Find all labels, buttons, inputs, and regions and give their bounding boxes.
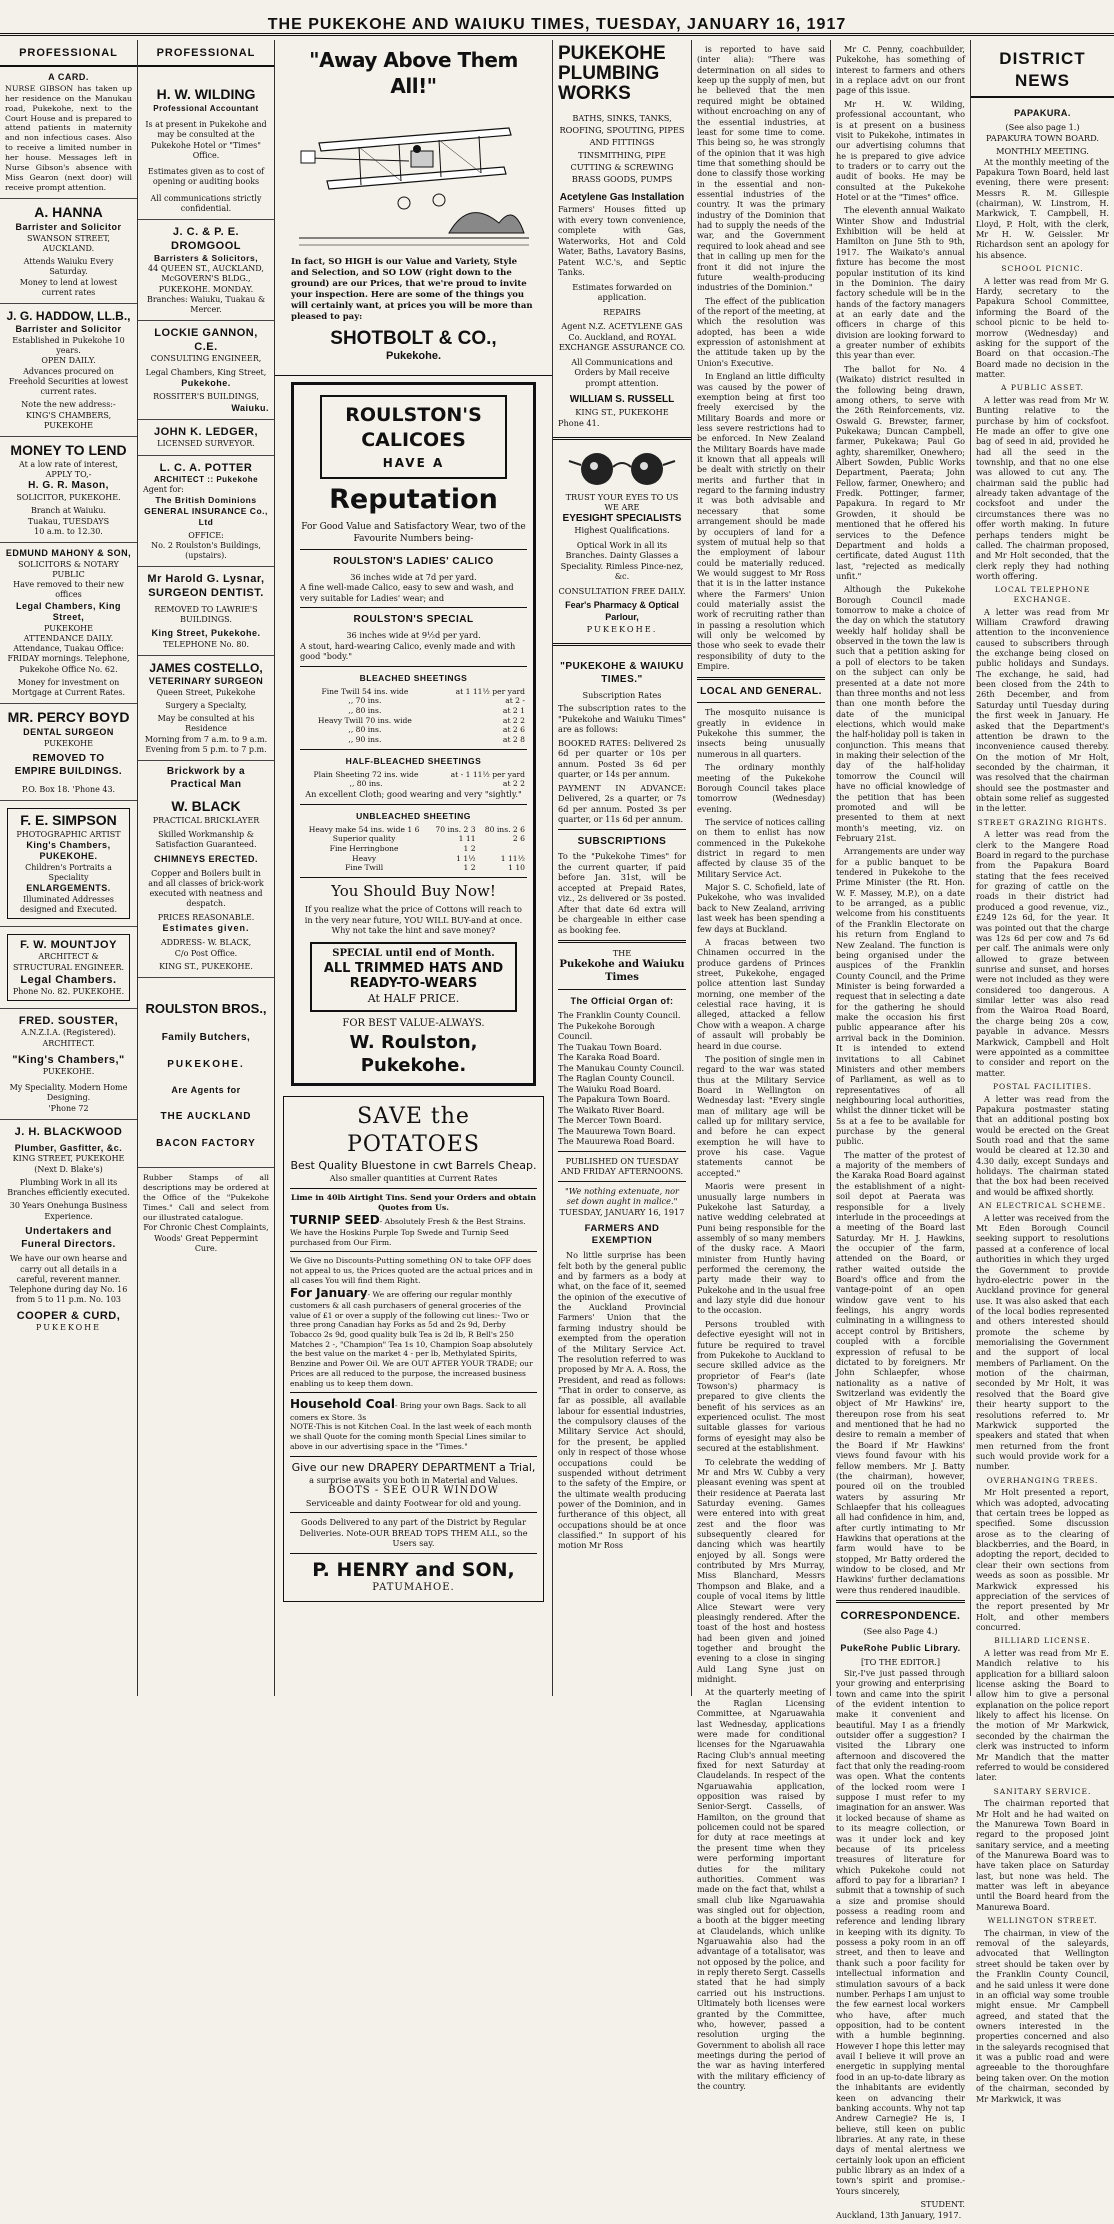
column-6 xyxy=(830,40,970,2220)
sheeting-row xyxy=(300,779,527,789)
ad-shotbolt: "Away Above Them All!" In fact, SO HIGH is our Value and Variety, Style and Selection, and SO LOW (right down to the ground) are our Prices, that we're proud to invite your inspection. Here are some of the things you will certainly want, at prices you will be more than pleased to pay: SHOTBOLT & CO., Pukekohe. xyxy=(291,48,533,363)
half-bleached-sheetings-table xyxy=(300,770,527,789)
official-organ-item: The Waikato River Board. xyxy=(558,1104,665,1115)
ad-black: Brickwork by a Practical Man W. BLACK PRACTICAL BRICKLAYER Skilled Workmanship & Satisfaction Guaranteed. CHIMNEYS ERECTED. Copper and Boilers built in and all classes of brick-work executed with neatness and despatch. PRICES REASONABLE. Estimates given. ADDRESS- W. BLACK, C/o Post Office. KING ST., PUKEKOHE. xyxy=(138,761,274,978)
sheeting-row xyxy=(300,725,527,735)
bleached-sheetings-table xyxy=(300,687,527,745)
sheeting-cell: at 2 8 xyxy=(502,735,525,745)
sheeting-cell: at 2 - xyxy=(505,696,525,706)
sheeting-cell: Fine Twill 54 ins. wide xyxy=(321,686,409,696)
sheeting-cell: 1 2 xyxy=(463,863,476,873)
ad-ledger: JOHN K. LEDGER, LICENSED SURVEYOR. xyxy=(138,420,274,455)
official-organ-item: The Waiuku Road Board. xyxy=(558,1083,661,1094)
ad-roulston-bros: ROULSTON BROS., Family Butchers, PUKEKOHE. Are Agents for THE AUCKLAND BACON FACTORY xyxy=(138,978,274,1168)
sheeting-cell: at 2 1 xyxy=(502,705,525,715)
sheeting-cell: ,, 90 ins. xyxy=(348,735,382,745)
official-organ-item: The Pukekohe Borough Council. xyxy=(558,1020,655,1042)
column-5 xyxy=(691,40,830,2092)
district-news-title: DISTRICT NEWS xyxy=(971,40,1114,98)
article-farmers-continued: is reported to have said (inter alia): "There was determination on all sides to keep up the supply of men, but he believed that the men required might be obtained without encroaching on any of the essential industries, at least for some time to come. This being so, he was strongly of the opinion that it was high time that something should be done to classify those working in the essential and non-essential industries of the country. It was the primary industry of the Dominion that had to supply the needs of the war, and the Government required to look ahead and see that in calling up men for the front it did not injure the future wealth-producing industries of the Dominion." The effect of the publication of the report of the meeting, at which the resolution was adopted, has been a wide expression of astonishment at the attitude taken up by the Union's Executive. In England an little difficulty was caused by the power of exemption being at first too freely exercised by the Military Boards and more or less severe restrictions had to be enforced. In New Zealand the Military Boards have made it known that all appeals will be dealt with strictly on their merits and further that in regard to the farming industry it was both advisable and necessary that some arrangement should be made by occupiers of land for a system of mutual help so that the employment of labour could be materially reduced. We would suggest to Mr Ross that it is in the latter instance where the Farmers' Union could materially assist the work of recruiting rather than in passing a resolution which will only be welcomed by those who seek to evade their responsibility of duty to the Empire. LOCAL AND GENERAL. The mosquito nuisance is greatly in evidence in Pukekohe this summer, the insects being unusually numerous in all quarters. The ordinary monthly meeting of the Pukekohe Borough Council takes place tomorrow (Wednesday) evening. The service of notices calling on them to enlist has now commenced in the Pukekohe district in regard to men affected by clause 35 of the Military Service Act. Major S. C. Schofield, late of Pukekohe, who was invalided back to New Zealand, arriving last week has been spending a few days at Buckland. A fracas between two Chinamen occurred in the produce gardens of Princes street, Pukekohe, engaged police attention last Sunday morning, one member of the celestial race having, it is alleged, attacked a fellow Chow with a weapon. A charge of assault will probably be heard in due course. The position of single men in regard to the war was stated thus at the Military Service Board in Wellington on Wednesday last: "Every single man of military age will be called up for military service, and before he can expect exemption he will have to prove his case. Vague statements cannot be accepted." Maoris were present in unusually large numbers in Pukekohe last Saturday, a native wedding celebrated at Puni being responsible for the assembly of so many members of the dusky race. A Maori minister from Huntly having performed the ceremony, the party made their way to Pukekohe and in the usual free and lazy style did due honour to the occasion. Persons troubled with defective eyesight will not in future be required to travel from Pukekohe to Auckland to secure skilled advice as the proprietor of Fear's (late Towson's) pharmacy is prepared to give clients the benefit of his services as an experienced oculist. The most suitable glasses for various forms of eyesight may also be secured at the establishment. To celebrate the wedding of Mr and Mrs W. Cubby a very pleasant evening was spent at their residence at Paerata last Saturday evening. Games were entered into with great zest and the floor was subsequently cleared for dancing which was heartily enjoyed by all. Songs were contributed by Mrs Murray, Miss Blanchard, Messrs Thompson and Blake, and a couple of vocal items by little Alice Stewart were very pleasingly rendered. After the toast of the host and hostess had been given and joined together and brought the evening to a close in singing Auld Lang Syne just on midnight. At the quarterly meeting of the Raglan Licensing Committee, at Ngaruawahia last Wednesday, applications were made for conditional licenses for the Ngaruawahia Racing Club's annual meeting fixed for next Saturday at Claudelands. In respect of the Ngaruawahia application, opposition was raised by Senior-Sergt. Cassells, of Hamilton, on the ground that policemen could not be spared for duty at race meetings at the present time when they were performing important duties for the military authorities. Comment was made on the fact that, whilst a small club like Ngaruawahia was singled out for objection, a booth at the bigger meeting at Claudelands, which unlike Ngaruawahia also had the advantage of a totalisator, was not opposed by the police, and in reply thereto Sergt. Cassells stated that he had simply carried out his instructions. Ultimately both licenses were granted by the Committee, who, however, passed a resolution urging the Government to abolish all race meetings during the period of the war as having interfered with the military efficiency of the country. xyxy=(697,44,825,2092)
sheeting-cell: Fine Herringbone xyxy=(329,843,399,853)
sheeting-cell xyxy=(478,844,527,854)
official-organ-item: The Manukau County Council. xyxy=(558,1062,685,1073)
official-organ-item: The Karaka Road Board. xyxy=(558,1052,660,1063)
official-organ-item: The Tuakau Town Board. xyxy=(558,1041,662,1052)
sheeting-cell: Superior quality xyxy=(332,834,396,844)
official-organ-list xyxy=(558,1010,686,1147)
column-professional-1 xyxy=(0,40,137,1696)
unbleached-sheeting-table xyxy=(300,825,527,874)
ad-fears-pharmacy: TRUST YOUR EYES TO US WE ARE EYESIGHT SPECIALISTS Highest Qualifications. Optical Work in all its Branches. Dainty Glasses a Speciality. Rimless Pince-nez, &c. CONSULTATION FREE DAILY. Fear's Pharmacy & Optical Parlour, PUKEKOHE. xyxy=(553,445,691,638)
ad-rubber-stamps: Rubber Stamps of all descriptions may be ordered at the Office of the "Pukekohe Times." Call and select from our illustrated catalogue. For Chronic Chest Complaints, Woods' Great Peppermint Cure. xyxy=(143,1173,269,1253)
sheeting-cell: 1 10 xyxy=(508,863,525,873)
ad-mahony: EDMUND MAHONY & SON, SOLICITORS & NOTARY PUBLIC Have removed to their new offices Legal Chambers, King Street, PUKEKOHE ATTENDANCE DAILY. Attendance, Tuakau Office: FRIDAY mornings. Telephone, Pukekohe Office No. 62. Money for investment on Mortgage at Current Rates. xyxy=(0,543,137,704)
ad-money-to-lend: MONEY TO LEND At a low rate of interest, APPLY TO,- H. G. R. Mason, SOLICITOR, PUKEKOHE. Branch at Waiuku. Tuakau, TUESDAYS 10 a.m. to 12.30. xyxy=(0,437,137,543)
professional-header: PROFESSIONAL xyxy=(0,40,137,67)
sheeting-cell: Heavy Twill 70 ins. wide xyxy=(317,715,412,725)
ad-hanna: A. HANNA Barrister and Solicitor SWANSON STREET, AUCKLAND. Attends Waiuku Every Saturday. Money to lend at lowest current rates xyxy=(0,199,137,304)
sheeting-row xyxy=(300,687,527,697)
sheeting-row xyxy=(300,706,527,716)
masthead: THE PUKEKOHE AND WAIUKU TIMES, TUESDAY, JANUARY 16, 1917 xyxy=(0,0,1114,36)
column-advertisements-main xyxy=(274,40,552,1696)
ad-roulston-calicoes: ROULSTON'S CALICOES HAVE A Reputation For Good Value and Satisfactory Wear, two of the Favourite Numbers being- ROULSTON'S LADIES' CALICO 36 inches wide at 7d per yard. A fine well-made Calico, easy to sew and wash, and very suitable for Ladies' wear; and ROULSTON'S SPECIAL 36 inches wide at 9½d per yard. A stout, hard-wearing Calico, evenly made and with good "body." BLEACHED SHEETINGS Fine Twill 54 ins. wide at 1 11½ per yard ,, 70 ins. at 2 - ,, 80 ins. at 2 1 Heavy Twill 70 ins. wide at 2 2 ,, 80 ins. at 2 6 ,, 90 ins. at 2 8 HALF-BLEACHED SHEETINGS Plain Sheeting 72 ins. wide at - 1 11½ per yard ,, 80 ins. at 2 2 An excellent Cloth; good wearing and very "sightly." UNBLEACHED SHEETING Heavy make 54 ins. wide 1 6 70 ins. 2 3 80 ins. 2 6 Superior quality 1 11 2 6 Fine Herringbone 1 2 Heavy 1 1½ 1 11½ Fine Twill 1 2 1 10 You Should Buy Now! If you realize what the price of Cottons will reach to in the very near future, YOU WILL BUY-and at once. Why not take the hint and save money? SPECIAL until end of Month. ALL TRIMMED HATS AND READY-TO-WEARS At HALF PRICE. FOR BEST VALUE-ALWAYS. W. Roulston, Pukekohe. xyxy=(291,382,536,1085)
sheeting-row xyxy=(300,770,527,780)
column-district-news xyxy=(970,40,1114,2104)
sheeting-cell: 1 2 xyxy=(463,843,476,853)
professional-header-2: PROFESSIONAL xyxy=(138,40,274,67)
biplane-illustration xyxy=(299,103,529,253)
local-news-continued: Mr C. Penny, coachbuilder, Pukekohe, has something of interest to farmers and others in a replace advt on our front page of this issue. Mr H. W. Wilding, professional accountant, who is at present on a business visit to Pukekohe, intimates in our advertising columns that he is prepared to give advice to traders or to carry out the audit of books. He may be consulted at the Pukekohe Hotel or at the "Times" office. The eleventh annual Waikato Winter Show and Industrial Exhibition will be held at Hamilton on June 5th to 9th, 1917. The Waikato's annual fixture has become the most popular institution of its kind in the Dominion. The dairy factory schedule will be in the hands of the factory managers at an early date and the officers in charge of this division are looking forward to a greater number of exhibits this year than ever. The ballot for No. 4 (Waikato) district resulted in the following being drawn, among others, to serve with the 26th Reinforcements, viz. Oswald G. Brewster, farmer, Pukekawa; Duncan Campbell, farmer, Pukekawa; Paul Go aghty, sharemilker, Onewhero; Albert Sowden, Public Works Department, Paerata; John Fellow, farmer, Onewhero; and Fredk. Pottinger, farmer, Papakura. In regard to Mr Growden, it should be mentioned that he offered his services to the Defence Department and holds a certificate, dated August 11th last, "rejected as medically unfit." Although the Pukekohe Borough Council made tomorrow to make a choice of the day on which the statutory weekly half holiday shall be observed in the town the law is such that a petition asking for a poll of electors to be taken on the subject can only be presented at a date not more than three months and not less than one month before the date of the municipal elections, which would make the half-holiday poll is taken in conjunction. This means that in making their selection of the day of the half-holiday tomorrow the Council will have no official knowledge of the petition that has been promoted and will be presented to them at next month's meeting, viz. on February 21st. Arrangements are under way for a public banquet to be tendered in Pukekohe to the Prime Minister (the Rt. Hon. W. F. Massey, M.P.), on a date to be arranged, as a public welcome from his constituents of the Franklin Electorate on his return from England to New Zealand. The function is being organised under the auspices of the Franklin County Council, and the Prime Minister is being forwarded a request that in selecting a date for the gathering he should make the occasion his first public appearance after his arrival back in the Dominion. It is intended to extend invitations to all Cabinet Ministers and other members of Parliament, as well as to representatives of all neighbouring local authorities, whilst the dinner ticket will be 5s at a fee to be available for purchase by the general public. The matter of the protest of a majority of the members of the Karaka Road Board against the establishment of a night-soil depot at Paerata was responsible for a lively interlude in the proceedings at a meeting of the Board last Saturday. Mr H. J. Hawkins, the occupier of the farm, attended on the Board, or rather waited outside the Board's office and from the vantage-point of an open window gave vent to his feelings, his angry words culminating in a willingness to accept control by Britishers, coupled with a forcible expression of refusal to be dictated to by foreigners. Mr John Schlaepfer, whose nationality as a native of Switzerland was evidently the object of Mr Hawkins' ire, thereupon rose from his seat and mentioned that he had no desire to remain a member of the Board if Mr Hawkins' views found favour with his fellow members. Mr J. Batty (the chairman), however, poured oil on the troubled waters by assuring Mr Schlaepfer that his colleagues all had confidence in him, and, after curtly intimating to Mr Hawkins that operations at the farm would have to be stopped, Mr Batty ordered the window to be closed, and Mr Hawkins' further declamations were thus rendered inaudible. CORRESPONDENCE. (See also Page 4.) PukeRohe Public Library. [TO THE EDITOR.] Sir,-I've just passed through your growing and enterprising town and came into the spirit of the evident intention to make it convenient and beautiful. May I as a friendly outsider offer a suggestion? I visited the Library one afternoon and discovered the fact that only the reading-room was open. What the contents of the locked room were I suppose I must refer to my imagination for an answer. Was it locked because of shame as to its meagre collection, or was it under lock and key because of its priceless treasures of literature for which Pukekohe could not afford to pay for a librarian? I submit that a township of such a size and promise should possess a reading room and reference and lending library in keeping with its dignity. To possess a poky room in an off street, and then to leave and thank such a poor facility for intellectual information and stimulation savours of a back number. Perhaps I am unjust to the few earnest local workers who have, after much opposition, had to be content with a humble beginning. However I hope this letter may avail I believe it will prove an energetic in supplying mental food in an up-to-date library as the inhabitants are evidently keen on advancing their banking accounts. Why not tap Andrew Carnegie? He is, I believe, still keen on public libraries. At any rate, in these days of mental alertness we certainly look upon an efficient public library as an index of a town's spirit and promise.-Yours sincerely, STUDENT. Auckland, 13th January, 1917. xyxy=(836,44,965,2220)
official-organ-item: The Mercer Town Board. xyxy=(558,1115,662,1126)
sheeting-row xyxy=(300,844,527,854)
ad-blackwood: J. H. BLACKWOOD Plumber, Gasfitter, &c. KING STREET, PUKEKOHE (Next D. Blake's) Plumbing Work in all its Branches efficiently executed. 30 Years Onehunga Business Experience. Undertakers and Funeral Directors. We have our own hearse and carry out all details in a careful, reverent manner. Telephone during day No. 16 from 5 to 11 p.m. No. 103 COOPER & CURD, PUKEKOHE xyxy=(7,1125,130,1332)
official-organ-item: The Franklin County Council. xyxy=(558,1010,681,1021)
sheeting-row xyxy=(300,854,527,864)
sheeting-row xyxy=(300,735,527,745)
district-news-body: PAPAKURA. (See also page 1.) PAPAKURA TOWN BOARD. MONTHLY MEETING. At the monthly meeting of the Papakura Town Board, held last evening, there were present: Messrs R. M. Gillespie (chairman), W. Linstrom, H. Markwick, T. Campbell, H. Lloyd, P. Holt, with the clerk, Mr H. W. Geissler. Mr Richardson sent an apology for his absence. SCHOOL PICNIC. A letter was read from Mr G. Hardy, secretary to the Papakura School Committee, informing the Board of the school picnic to be held to-morrow (Wednesday) and asking for the support of the Board on that occasion.-The Board made no decision in the matter. A PUBLIC ASSET. A letter was read from Mr W. Bunting relative to the purchase by him of cocksfoot. He made an offer to give one bag of seed in aid, provided he had all the seed in the township, and that no one else was allowed to cut any. The chairman said the public had already taken advantage of the cocksfoot and under the circumstances there was no offer worth making. In future perhaps tenders might be called. The chairman proposed, and Mr Holt seconded, that the clerk reply they had nothing worth offering. LOCAL TELEPHONE EXCHANGE. A letter was read from Mr William Crawford drawing attention to the inconvenience caused to subscribers through the exchange being closed on public holidays and Sundays. The exchange, he said, had been closed from the 24th to 26th December, and from Saturday until Tuesday during the first week in January. He asked that the Department's attention be drawn to the inconvenience caused thereby. On the motion of Mr Holt, seconded by the chairman, it was resolved that the chairman should see the postmaster and obtain some relief as suggested in the letter. STREET GRAZING RIGHTS. A letter was read from the clerk to the Mangere Road Board in regard to the purchase from the Papakura Board stating that the fees received for grazing of cattle on the roads in their district had produced a good revenue, viz., £249 12s 6d, for the year. It was pointed out that the charge was 12s 6d per cow and 7s 6d per calf. The animals were only allowed to graze between sunrise and sunset, and horses were not included as they were considered too dangerous. A similar letter was also read from the Wairoa Road Board, the charge being 20s a cow, payable in advance. Messrs Markwick, Campbell and Holt were appointed as a committee to consider and report on the matter. POSTAL FACILITIES. A letter was read from the Papakura postmaster stating that an additional posting box would be erected on the Great South road and that the same would be cleared at 12.30 and 4.30 daily, except Sundays and holidays. The chairman stated that the box had been received and would be affixed shortly. AN ELECTRICAL SCHEME. A letter was received from the Mt Eden Borough Council seeking support to resolutions passed at a conference of local authorities in which they urged the Government to provide hydro-electric power in the Auckland province for general use. It was also asked that each of the local bodies represented and others interested should promote the scheme by memorialising the Government and the support of local members of Parliament. On the motion of the chairman, seconded by Mr Holt, it was resolved that the Board give their hearty support to the resolutions referred to. Mr Markwick supported the speakers and stated that when men returned from the front such would provide work for a number. OVERHANGING TREES. Mr Holt presented a report, which was adopted, advocating that certain trees be lopped as specified. Some discussion arose as to the clearing of blackberries, and the Board, in adopting the report, decided to clear their own sections from weeds as soon as possible. Mr Markwick expressed his appreciation of the services of the report presented by Mr Holt, and other members concurred. BILLIARD LICENSE. A letter was read from Mr E. Mandich relative to his application for a billiard saloon license asking the Board to allow him to give a personal explanation on the police report likely to affect his license. On the motion of Mr Markwick, seconded by the chairman the clerk was instructed to inform Mr Mandich that the matter referred to would be considered later. SANITARY SERVICE. The chairman reported that Mr Holt and he had waited on the Manurewa Town Board in regard to the proposed joint sanitary service, and a meeting of the Manurewa Board was to have taken place on Saturday last, but none was held. The matter was left in abeyance until the Board heard from the Manurewa Board. WELLINGTON STREET. The chairman, in view of the removal of the saleyards, advocated that Wellington street should be taken over by the Franklin County Council, and he said unless it were done in an official way some trouble might ensue. Mr Campbell agreed, and stated that the owners interested in the properties concerned and also in the saleyards recognised that it was a public road and were agreeable to the thoroughfare being taken over. On the motion of the chairman, seconded by Mr Markwick, it was xyxy=(976,107,1109,2104)
official-organ-item: The Raglan County Council. xyxy=(558,1073,675,1084)
spectacles-icon xyxy=(567,449,677,489)
sheeting-row xyxy=(300,834,527,844)
official-organ-item: The Mauurewa Road Board. xyxy=(558,1136,675,1147)
sheeting-cell: Heavy make 54 ins. wide 1 6 xyxy=(308,824,420,834)
official-organ-item: The Papakura Town Board. xyxy=(558,1094,671,1105)
ad-souster: FRED. SOUSTER, A.N.Z.I.A. (Registered). ARCHITECT. "King's Chambers," PUKEKOHE. My Speciality. Modern Home Designing. 'Phone 72 xyxy=(0,1009,137,1120)
sheeting-cell: at 2 2 xyxy=(502,779,525,789)
ad-p-henry: SAVE the POTATOES Best Quality Bluestone in cwt Barrels Cheap. Also smaller quantities at Current Rates Lime in 40lb Airtight Tins. Send your Orders and obtain Quotes from Us. TURNIP SEED- Absolutely Fresh & the Best Strains. We have the Hoskins Purple Top Swede and Turnip Seed purchased from Our Firm. We Give no Discounts-Putting something ON to take OFF does not appeal to us, the Prices quoted are the actual prices and in all cases You will find them Right. For January- We are offering our regular monthly customers & all cash purchasers of general groceries of the value of £1 or over a supply of the following cut lines:- Two or three prong Canadian hay Forks as 5d and 2s 9d, Derby Tobacco 2s 9d, good quality bulk Tea is 2d lb, R Bell's 250 Matches 2 -, "Champion" Tea 1s 10, Champion Soap absolutely the best value on the market 4 - per lb, Methylated Spirits, Benzine and Power Oil. We are OUT AFTER YOUR TRADE; our Prices are all reduced to the purpose, the increased business enabling us to keep them down. Household Coal- Bring your own Bags. Sack to all comers ex Store. 3s NOTE-This is not Kitchen Coal. In the last week of each month we shall Quote for the coming month Special Lines similar to above in our advertising space in the "Times." Give our new DRAPERY DEPARTMENT a Trial, a surprise awaits you both in Material and Values. BOOTS - SEE OUR WINDOW Serviceable and dainty Footwear for old and young. Goods Delivered to any part of the District by Regular Deliveries. Note-OUR BREAD TOPS THEM ALL, so the Users say. P. HENRY and SON, PATUMAHOE. xyxy=(283,1096,544,1602)
ad-costello: JAMES COSTELLO, VETERINARY SURGEON Queen Street, Pukekohe Surgery a Specialty, May be consulted at his Residence Morning from 7 a.m. to 9 a.m. Evening from 5 p.m. to 7 p.m. xyxy=(138,656,274,761)
times-subscription-rates: "PUKEKOHE & WAIUKU TIMES." Subscription Rates The subscription rates to the "Pukekohe and Waiuku Times" are as follows: BOOKED RATES: Delivered 2s 6d per quarter or 10s per annum. Posted 3s 6d per quarter, or 14s per annum. PAYMENT IN ADVANCE: Delivered, 2s a quarter, or 7s 6d per annum. Posted 3s per quarter, or 11s 6d per annum. SUBSCRIPTIONS To the "Pukekohe Times" for the current quarter, if paid before Jan. 31st, will be accepted at Prepaid Rates, viz., 2s delivered or 3s posted. After that date 6d extra will be chargeable in either case as booking fee. THE Pukekohe and Waiuku Times The Official Organ of: The Franklin County Council. The Pukekohe Borough Council. The Tuakau Town Board. The Karaka Road Board. The Manukau County Council. The Raglan County Council. The Waiuku Road Board. The Papakura Town Board. The Waikato River Board. The Mercer Town Board. The Mauurewa Town Board. The Mauurewa Road Board. PUBLISHED ON TUESDAY AND FRIDAY AFTERNOONS. "We nothing extenuate, nor set down aught in malice." TUESDAY, JANUARY 16, 1917 FARMERS AND EXEMPTION No little surprise has been felt both by the general public and by farmers as a body at what, on the face of it, seemed the opinion of the executive of the Auckland Provincial Farmers' Union that the farming industry should be exempted from the operation of the Military Service Act. The resolution referred to was proposed by Mr A. A. Ross, the President, and read as follows: "That in order to conserve, as far as possible, all available labour for essential industries, the compulsory clauses of the Military Service Act should, for the present, be applied only in respect of those whose occupations could be suspended without detriment to the safety of the Empire, or the ultimate wealth producing power of the Dominion, and in furtherance of this object, all occupations should be at once classified." In support of his motion Mr Ross xyxy=(558,661,686,1551)
sheeting-cell: at 2 2 xyxy=(502,715,525,725)
sheeting-cell: Plain Sheeting 72 ins. wide xyxy=(313,769,419,779)
ad-percy-boyd: MR. PERCY BOYD DENTAL SURGEON PUKEKOHE REMOVED TO EMPIRE BUILDINGS. P.O. Box 18. 'Phone 43. xyxy=(0,704,137,800)
sheeting-row xyxy=(300,716,527,726)
sheeting-cell: 1 11 xyxy=(458,834,476,844)
ad-nurse-gibson: A CARD. NURSE GIBSON has taken up her residence on the Manukau road, Pukekohe, next to the Court House and is prepared to attend patients in maternity and non infectious cases. Also to receive a limited number in her house. Messages left in Nurse Gibson's absence with Miss Gearon (next door) will receive prompt attention. xyxy=(0,67,137,199)
ad-mountjoy: F. W. MOUNTJOY ARCHITECT & STRUCTURAL ENGINEER. Legal Chambers. Phone No. 82. PUKEKOHE. xyxy=(0,927,137,1009)
ad-gannon: LOCKIE GANNON, C.E. CONSULTING ENGINEER, Legal Chambers, King Street, Pukekohe. ROSSITER'S BUILDINGS, Waiuku. xyxy=(138,321,274,420)
sheeting-cell: at 2 6 xyxy=(502,725,525,735)
ad-wilding: H. W. WILDING Professional Accountant Is at present in Pukekohe and may be consulted at the Pukekohe Hotel or "Times" Office. Estimates given as to cost of opening or auditing books All communications strictly confidential. xyxy=(138,67,274,220)
sheeting-cell: 80 ins. 2 6 xyxy=(484,824,525,834)
ad-dromgool: J. C. & P. E. DROMGOOL Barristers & Solicitors, 44 QUEEN ST., AUCKLAND, McGOVERN'S BLDG., PUKEKOHE. MONDAY. Branches: Waiuku, Tuakau & Mercer. xyxy=(138,220,274,321)
sheeting-cell: 1 11½ xyxy=(500,853,525,863)
ad-simpson: F. E. SIMPSON PHOTOGRAPHIC ARTIST King's Chambers, PUKEKOHE. Children's Portraits a Speciality ENLARGEMENTS. Illuminated Addresses designed and Executed. xyxy=(0,801,137,928)
sheeting-cell: ,, 80 ins. xyxy=(349,779,383,789)
ad-haddow: J. G. HADDOW, LL.B., Barrister and Solicitor Established in Pukekohe 10 years. OPEN DAILY. Advances procured on Freehold Securities at lowest current rates. Note the new address:- KING'S CHAMBERS, PUKEKOHE xyxy=(0,304,137,437)
sheeting-row xyxy=(300,825,527,835)
sheeting-cell: 1 1½ xyxy=(456,853,476,863)
sheeting-cell: at 1 11½ per yard xyxy=(455,686,525,696)
column-professional-2 xyxy=(137,40,274,1696)
sheeting-cell: ,, 80 ins. xyxy=(348,725,382,735)
sheeting-cell: 70 ins. 2 3 xyxy=(435,824,476,834)
sheeting-row xyxy=(300,863,527,873)
sheeting-cell: ,, 70 ins. xyxy=(348,696,382,706)
ad-plumbing-works: PUKEKOHE PLUMBING WORKS BATHS, SINKS, TANKS, ROOFING, SPOUTING, PIPES AND FITTINGS TINSMITHING, PIPE CUTTING & SCREWING BRASS GOODS, PUMPS Acetylene Gas Installation Farmers' Houses fitted up with every town convenience, complete with Gas, Waterworks, Hot and Cold Water, Baths, Lavatory Basins, Patent W.C.'s, and Septic Tanks. Estimates forwarded on application. REPAIRS Agent N.Z. ACETYLENE GAS Co. Auckland, and ROYAL EXCHANGE ASSURANCE CO. All Communications and Orders by Mail receive prompt attention. WILLIAM S. RUSSELL KING ST., PUKEKOHE Phone 41. xyxy=(558,43,686,428)
ad-lysnar: Mr Harold G. Lysnar, SURGEON DENTIST. REMOVED TO LAWRIE'S BUILDINGS. King Street, Pukekohe. TELEPHONE No. 80. xyxy=(138,567,274,655)
official-organ-item: The Mauurewa Town Board. xyxy=(558,1125,676,1136)
column-4 xyxy=(552,40,691,1696)
sheeting-cell: Fine Twill xyxy=(345,863,384,873)
ad-potter: L. C. A. POTTER ARCHITECT :: Pukekohe Agent for: The British Dominions GENERAL INSURANCE Co., Ltd OFFICE: No. 2 Roulston's Buildings, (upstairs). xyxy=(138,456,274,568)
sheeting-cell: ,, 80 ins. xyxy=(348,705,382,715)
sheeting-cell: at - 1 11½ per yard xyxy=(450,769,525,779)
sheeting-cell: Heavy xyxy=(351,853,377,863)
sheeting-cell: 2 6 xyxy=(512,834,525,844)
sheeting-row xyxy=(300,696,527,706)
